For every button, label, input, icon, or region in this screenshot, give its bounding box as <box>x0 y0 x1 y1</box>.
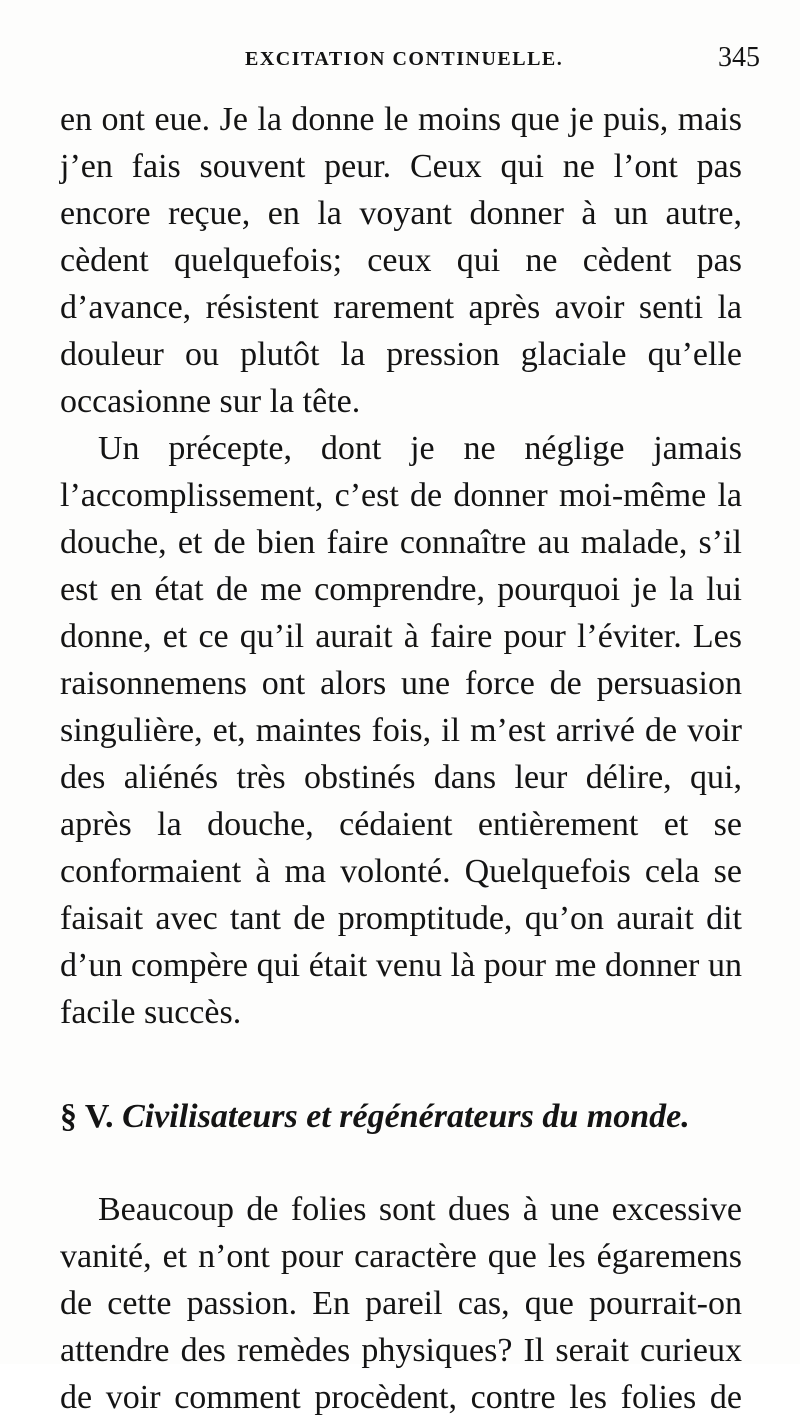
running-head: EXCITATION CONTINUELLE. <box>245 48 564 70</box>
page-header <box>60 42 760 82</box>
section-number: § V. <box>60 1098 114 1135</box>
section-heading <box>60 1094 742 1140</box>
body-text <box>60 96 742 1421</box>
paragraph: Un précepte, dont je ne néglige jamais l’accomplissement, c’est de donner moi-même la douche, et de bien faire connaître au malade, s’il est en état de me comprendre, pourquoi je la lui donne, et ce qu’il aurait à faire pour l’éviter. Les raisonnemens ont alors une force de persuasion singulière, et, maintes fois, il m’est arrivé de voir des aliénés très obstinés dans leur délire, qui, après la douche, cédaient entièrement et se conformaient à ma volonté. Quelquefois cela se faisait avec tant de promptitude, qu’on aurait dit d’un compère qui était venu là pour me donner un facile succès. <box>60 430 742 1031</box>
paragraph: Beaucoup de folies sont dues à une excessive vanité, et n’ont pour caractère que les égaremens de cette passion. En pareil cas, que pourrait-on attendre des remèdes physiques? Il serait curieux de voir comment procèdent, contre les folies de <box>60 1191 742 1416</box>
page-number: 345 <box>718 42 760 73</box>
section-title: Civilisateurs et régénérateurs du monde. <box>122 1098 690 1135</box>
paragraph-continuation: en ont eue. Je la donne le moins que je puis, mais j’en fais souvent peur. Ceux qui ne l’ont pas encore reçue, en la voyant donner à un autre, cèdent quelquefois; ceux qui ne cèdent pas d’avance, résistent rarement après avoir senti la douleur ou plutôt la pression glaciale qu’elle occasionne sur la tête. <box>60 101 742 420</box>
